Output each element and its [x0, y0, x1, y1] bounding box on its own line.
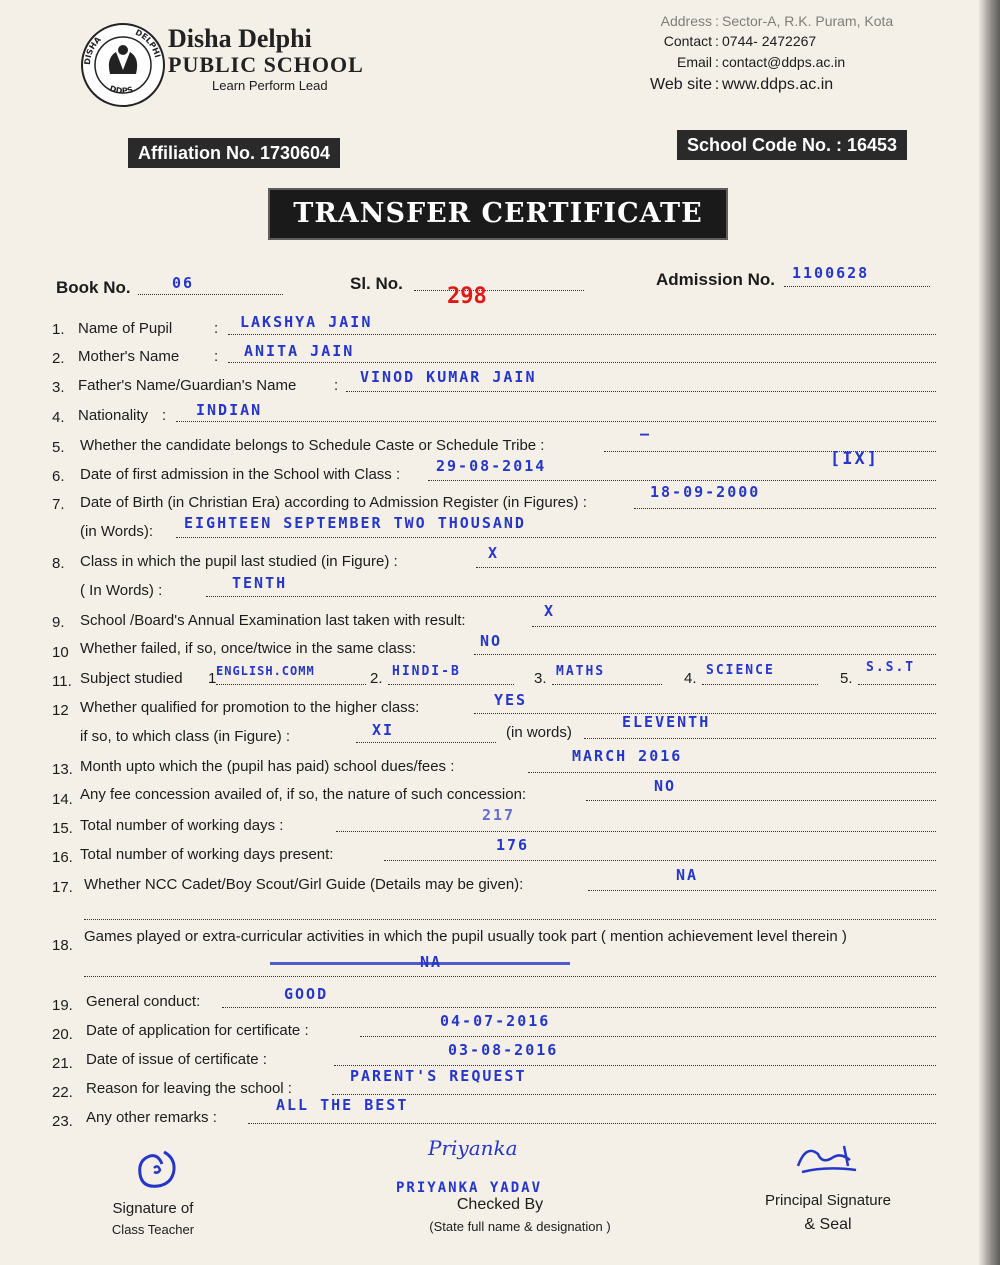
- field-3-label: Father's Name/Guardian's Name: [78, 377, 297, 394]
- field-5-line: [604, 437, 936, 452]
- school-code: School Code No. : 16453: [677, 130, 907, 160]
- book-no-label: Book No.: [56, 278, 131, 297]
- field-19-line: [222, 993, 936, 1008]
- book-no-line: [138, 280, 283, 295]
- field-17-num: 17.: [52, 879, 73, 896]
- field-1-colon: :: [214, 320, 219, 337]
- field-15-value: 217: [482, 806, 516, 824]
- field-21-value: 03-08-2016: [448, 1041, 559, 1059]
- field-9-num: 9.: [52, 614, 65, 631]
- field-7-label: Date of Birth (in Christian Era) according to Admission Register (in Figures) :: [80, 494, 587, 511]
- contact-email-row: [640, 55, 845, 69]
- field-19-label: General conduct:: [86, 993, 201, 1010]
- principal-label-l1: Principal Signature: [765, 1192, 891, 1209]
- contact-web-row: [640, 77, 833, 93]
- field-3-value: VINOD KUMAR JAIN: [360, 368, 537, 386]
- school-name-line1: Disha Delphi: [168, 24, 312, 53]
- class-teacher-signature-mark: [128, 1144, 184, 1196]
- field-13-num: 13.: [52, 761, 73, 778]
- field-15-line: [336, 817, 936, 832]
- field-13-label: Month upto which the (pupil has paid) school dues/fees :: [80, 758, 455, 775]
- field-20-num: 20.: [52, 1026, 73, 1043]
- field-4-line: [176, 407, 936, 422]
- field-21-line: [334, 1051, 936, 1066]
- contact-address-row: [640, 14, 893, 28]
- field-14-line: [586, 786, 936, 801]
- field-1-num: 1.: [52, 321, 65, 338]
- field-15-num: 15.: [52, 820, 73, 837]
- field-12-class-value: XI: [372, 721, 395, 739]
- field-5-value: —: [640, 425, 652, 443]
- field-15-label: Total number of working days :: [80, 817, 284, 834]
- field-17-extra-line: [84, 905, 936, 920]
- contact-email-value: contact@ddps.ac.in: [722, 54, 846, 70]
- field-5-label: Whether the candidate belongs to Schedule Caste or Schedule Tribe :: [80, 437, 545, 454]
- class-teacher-label-l1: Signature of: [112, 1200, 194, 1217]
- logo-text-left: DISHA: [82, 35, 103, 66]
- field-23-value: ALL THE BEST: [276, 1096, 409, 1114]
- logo-text-right: DELPHI: [133, 27, 163, 59]
- field-4-value: INDIAN: [196, 401, 263, 419]
- subject-2: HINDI-B: [392, 664, 461, 679]
- class-teacher-label-l2: Class Teacher: [111, 1222, 195, 1237]
- field-6-value: 29-08-2014: [436, 457, 547, 475]
- field-20-value: 04-07-2016: [440, 1012, 551, 1030]
- subject-1: ENGLISH.COMM: [216, 664, 315, 678]
- field-7-value: 18-09-2000: [650, 483, 761, 501]
- field-2-label: Mother's Name: [78, 348, 180, 365]
- field-13-value: MARCH 2016: [572, 747, 683, 765]
- field-8-num: 8.: [52, 555, 65, 572]
- field-16-label: Total number of working days present:: [80, 846, 334, 863]
- field-11-s2-num: 2.: [370, 670, 383, 687]
- affiliation-number: Affiliation No. 1730604: [128, 138, 340, 168]
- field-8-words-label: ( In Words) :: [80, 582, 163, 599]
- field-3-colon: :: [334, 377, 339, 394]
- field-14-num: 14.: [52, 791, 73, 808]
- field-16-value: 176: [496, 836, 530, 854]
- field-12-words-value: ELEVENTH: [622, 713, 711, 731]
- contact-phone-value: 0744- 2472267: [722, 33, 817, 49]
- title-banner: [268, 188, 728, 240]
- subject-5: S.S.T: [866, 660, 916, 675]
- field-7-words-value: EIGHTEEN SEPTEMBER TWO THOUSAND: [184, 514, 526, 532]
- field-8-value: X: [488, 544, 500, 562]
- certificate-title: TRANSFER CERTIFICATE: [293, 198, 703, 229]
- contact-sep: :: [715, 54, 719, 70]
- admission-no-label: Admission No.: [656, 270, 776, 289]
- field-19-num: 19.: [52, 997, 73, 1014]
- book-no-value: 06: [172, 274, 195, 292]
- field-9-label: School /Board's Annual Examination last taken with result:: [80, 612, 466, 629]
- field-12-label: Whether qualified for promotion to the higher class:: [80, 699, 420, 716]
- principal-signature-mark: [792, 1136, 864, 1180]
- field-2-num: 2.: [52, 350, 65, 367]
- school-name-line2: PUBLIC SCHOOL: [168, 52, 364, 77]
- field-12-line: [474, 699, 936, 714]
- field-21-label: Date of issue of certificate :: [86, 1051, 267, 1068]
- field-7-words-label: (in Words):: [80, 523, 154, 540]
- field-6-label: Date of first admission in the School with Class :: [80, 466, 401, 483]
- subject-4: SCIENCE: [706, 663, 775, 678]
- field-11-num: 11.: [52, 673, 72, 690]
- field-23-num: 23.: [52, 1113, 73, 1130]
- contact-sep: :: [715, 13, 719, 29]
- field-8-line: [476, 553, 936, 568]
- field-2-colon: :: [214, 348, 219, 365]
- field-12-class-label: if so, to which class (in Figure) :: [80, 728, 291, 745]
- field-11-s5-num: 5.: [840, 670, 853, 687]
- contact-phone-key: Contact: [663, 33, 712, 49]
- checked-by-label: Checked By: [456, 1196, 544, 1213]
- field-22-label: Reason for leaving the school :: [86, 1080, 292, 1097]
- contact-sep: :: [714, 76, 720, 93]
- field-17-line: [588, 876, 936, 891]
- field-10-value: NO: [480, 632, 503, 650]
- field-4-num: 4.: [52, 409, 65, 426]
- school-tagline: Learn Perform Lead: [212, 78, 328, 93]
- contact-sep: :: [715, 33, 719, 49]
- field-22-value: PARENT'S REQUEST: [350, 1067, 527, 1085]
- field-12-value: YES: [494, 691, 528, 709]
- checked-by-note: (State full name & designation ): [429, 1219, 611, 1234]
- checked-by-signature: Priyanka: [428, 1136, 518, 1160]
- sl-no-value: 298: [447, 284, 487, 309]
- field-16-num: 16.: [52, 849, 73, 866]
- subject-3: MATHS: [556, 664, 606, 679]
- admission-no-value: 1100628: [792, 264, 870, 282]
- field-14-value: NO: [654, 777, 677, 795]
- field-6-class-value: [IX]: [830, 449, 879, 469]
- contact-web-key: Web site: [650, 76, 712, 93]
- contact-address-key: Address: [660, 13, 712, 29]
- field-16-line: [384, 846, 936, 861]
- field-10-num: 10: [52, 644, 69, 661]
- field-7-num: 7.: [52, 496, 65, 513]
- field-4-colon: :: [162, 407, 167, 424]
- field-18-num: 18.: [52, 937, 73, 954]
- contact-web-value: www.ddps.ac.in: [722, 76, 834, 93]
- field-2-value: ANITA JAIN: [244, 342, 355, 360]
- field-20-label: Date of application for certificate :: [86, 1022, 309, 1039]
- field-17-label: Whether NCC Cadet/Boy Scout/Girl Guide (Details may be given):: [84, 876, 524, 893]
- sl-no-label: Sl. No.: [350, 274, 403, 293]
- contact-address-value: Sector-A, R.K. Puram, Kota: [722, 13, 894, 29]
- field-18-label: Games played or extra-curricular activities in which the pupil usually took part ( mention achievement level therein ): [84, 928, 847, 945]
- field-21-num: 21.: [52, 1055, 73, 1072]
- field-6-num: 6.: [52, 468, 65, 485]
- field-11-label: Subject studied: [80, 670, 183, 687]
- field-23-label: Any other remarks :: [86, 1109, 217, 1126]
- field-4-label: Nationality: [78, 407, 149, 424]
- field-17-value: NA: [676, 866, 699, 884]
- contact-phone-row: [640, 34, 816, 48]
- field-12-words-label: (in words): [506, 724, 572, 741]
- field-22-num: 22.: [52, 1084, 73, 1101]
- principal-label-l2: & Seal: [804, 1216, 852, 1233]
- field-1-value: LAKSHYA JAIN: [240, 313, 373, 331]
- sl-no-line: [414, 276, 584, 291]
- field-11-s4-num: 4.: [684, 670, 697, 687]
- field-1-label: Name of Pupil: [78, 320, 173, 337]
- school-logo: [80, 22, 166, 108]
- field-5-num: 5.: [52, 439, 65, 456]
- field-11-s1-num: 1: [208, 670, 217, 687]
- field-9-value: X: [544, 602, 556, 620]
- page-edge-shadow: [978, 0, 1000, 1265]
- field-9-line: [532, 612, 936, 627]
- field-12-num: 12: [52, 702, 69, 719]
- field-19-value: GOOD: [284, 985, 329, 1003]
- logo-text-bottom: DDPS: [108, 83, 134, 96]
- field-14-label: Any fee concession availed of, if so, the nature of such concession:: [80, 786, 527, 803]
- field-10-line: [474, 640, 936, 655]
- contact-email-key: Email: [676, 54, 712, 70]
- field-3-num: 3.: [52, 379, 65, 396]
- field-11-s3-num: 3.: [534, 670, 547, 687]
- checked-by-name: PRIYANKA YADAV: [396, 1180, 543, 1196]
- field-8-label: Class in which the pupil last studied (in Figure) :: [80, 553, 398, 570]
- field-18-value: NA: [420, 953, 443, 971]
- field-8-words-value: TENTH: [232, 574, 288, 592]
- field-10-label: Whether failed, if so, once/twice in the same class:: [80, 640, 416, 657]
- field-8-words-line: [206, 582, 936, 597]
